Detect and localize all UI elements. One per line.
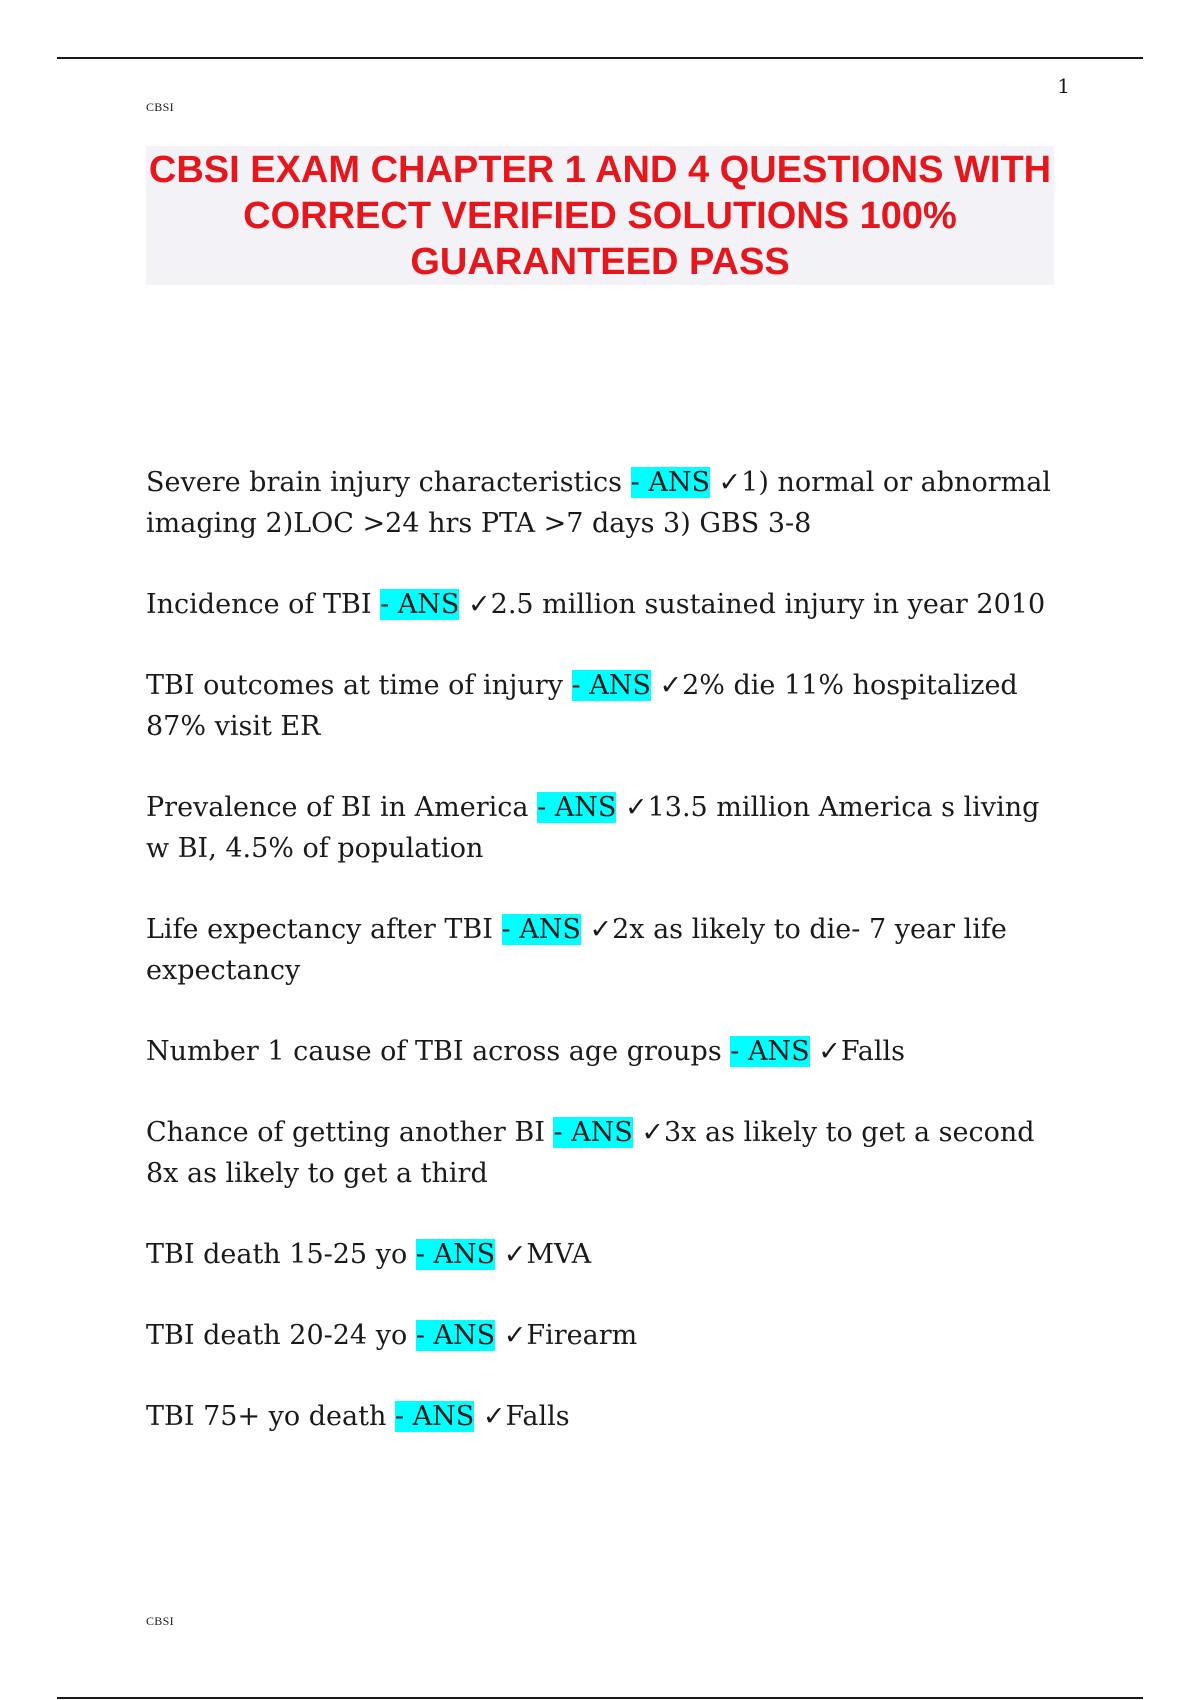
checkmark-icon: ✓ [503, 1239, 527, 1270]
question-text: Chance of getting another BI [146, 1117, 545, 1148]
qa-item [146, 787, 1061, 869]
checkmark-icon: ✓ [659, 670, 683, 701]
question-text: Severe brain injury characteristics [146, 467, 623, 498]
checkmark-icon: ✓ [468, 589, 491, 620]
bottom-rule [57, 1697, 1143, 1699]
qa-item [146, 1031, 1061, 1072]
ans-tag: - ANS [537, 792, 617, 823]
answer-text: 13.5 million America s living w BI, 4.5% of population [146, 792, 1040, 864]
answer-text: 2x as likely to die- 7 year life expectancy [146, 914, 1007, 986]
answer-text: Firearm [526, 1320, 638, 1351]
running-footer: CBSI [146, 1614, 174, 1628]
qa-item [146, 1234, 1061, 1275]
qa-list [146, 462, 1061, 1477]
question-text: TBI death 20-24 yo [146, 1320, 408, 1351]
question-text: Number 1 cause of TBI across age groups [146, 1036, 722, 1067]
checkmark-icon: ✓ [503, 1320, 527, 1351]
ans-tag: - ANS [415, 1320, 496, 1351]
ans-tag: - ANS [380, 589, 460, 620]
ans-tag: - ANS [571, 670, 651, 701]
qa-item [146, 665, 1061, 747]
answer-text: Falls [505, 1401, 570, 1432]
question-text: TBI 75+ yo death [146, 1401, 387, 1432]
qa-item [146, 584, 1061, 625]
question-text: TBI outcomes at time of injury [146, 670, 563, 701]
checkmark-icon: ✓ [718, 467, 742, 498]
ans-tag: - ANS [415, 1239, 496, 1270]
answer-text: 1) normal or abnormal imaging 2)LOC >24 hrs PTA >7 days 3) GBS 3-8 [146, 467, 1051, 539]
checkmark-icon: ✓ [818, 1036, 841, 1067]
checkmark-icon: ✓ [641, 1117, 664, 1148]
ans-tag: - ANS [394, 1401, 475, 1432]
answer-text: MVA [526, 1239, 592, 1270]
question-text: Prevalence of BI in America [146, 792, 529, 823]
top-rule [57, 57, 1143, 59]
question-text: TBI death 15-25 yo [146, 1239, 408, 1270]
document-title: CBSI EXAM CHAPTER 1 AND 4 QUESTIONS WITH CORRECT VERIFIED SOLUTIONS 100% GUARANTEED PASS [148, 148, 1052, 283]
qa-item [146, 462, 1061, 544]
qa-item [146, 1315, 1061, 1356]
qa-item [146, 909, 1061, 991]
answer-text: Falls [840, 1036, 905, 1067]
ans-tag: - ANS [501, 914, 581, 945]
question-text: Incidence of TBI [146, 589, 372, 620]
checkmark-icon: ✓ [482, 1401, 506, 1432]
answer-text: 3x as likely to get a second 8x as likely to get a third [146, 1117, 1035, 1189]
ans-tag: - ANS [630, 467, 710, 498]
qa-item [146, 1112, 1061, 1194]
title-box [146, 146, 1054, 285]
answer-text: 2.5 million sustained injury in year 2010 [490, 589, 1046, 620]
qa-item [146, 1396, 1061, 1437]
question-text: Life expectancy after TBI [146, 914, 493, 945]
ans-tag: - ANS [730, 1036, 810, 1067]
page-number: 1 [1057, 74, 1070, 98]
ans-tag: - ANS [553, 1117, 633, 1148]
checkmark-icon: ✓ [589, 914, 613, 945]
running-header: CBSI [146, 100, 174, 114]
checkmark-icon: ✓ [624, 792, 648, 823]
answer-text: 2% die 11% hospitalized 87% visit ER [146, 670, 1018, 742]
